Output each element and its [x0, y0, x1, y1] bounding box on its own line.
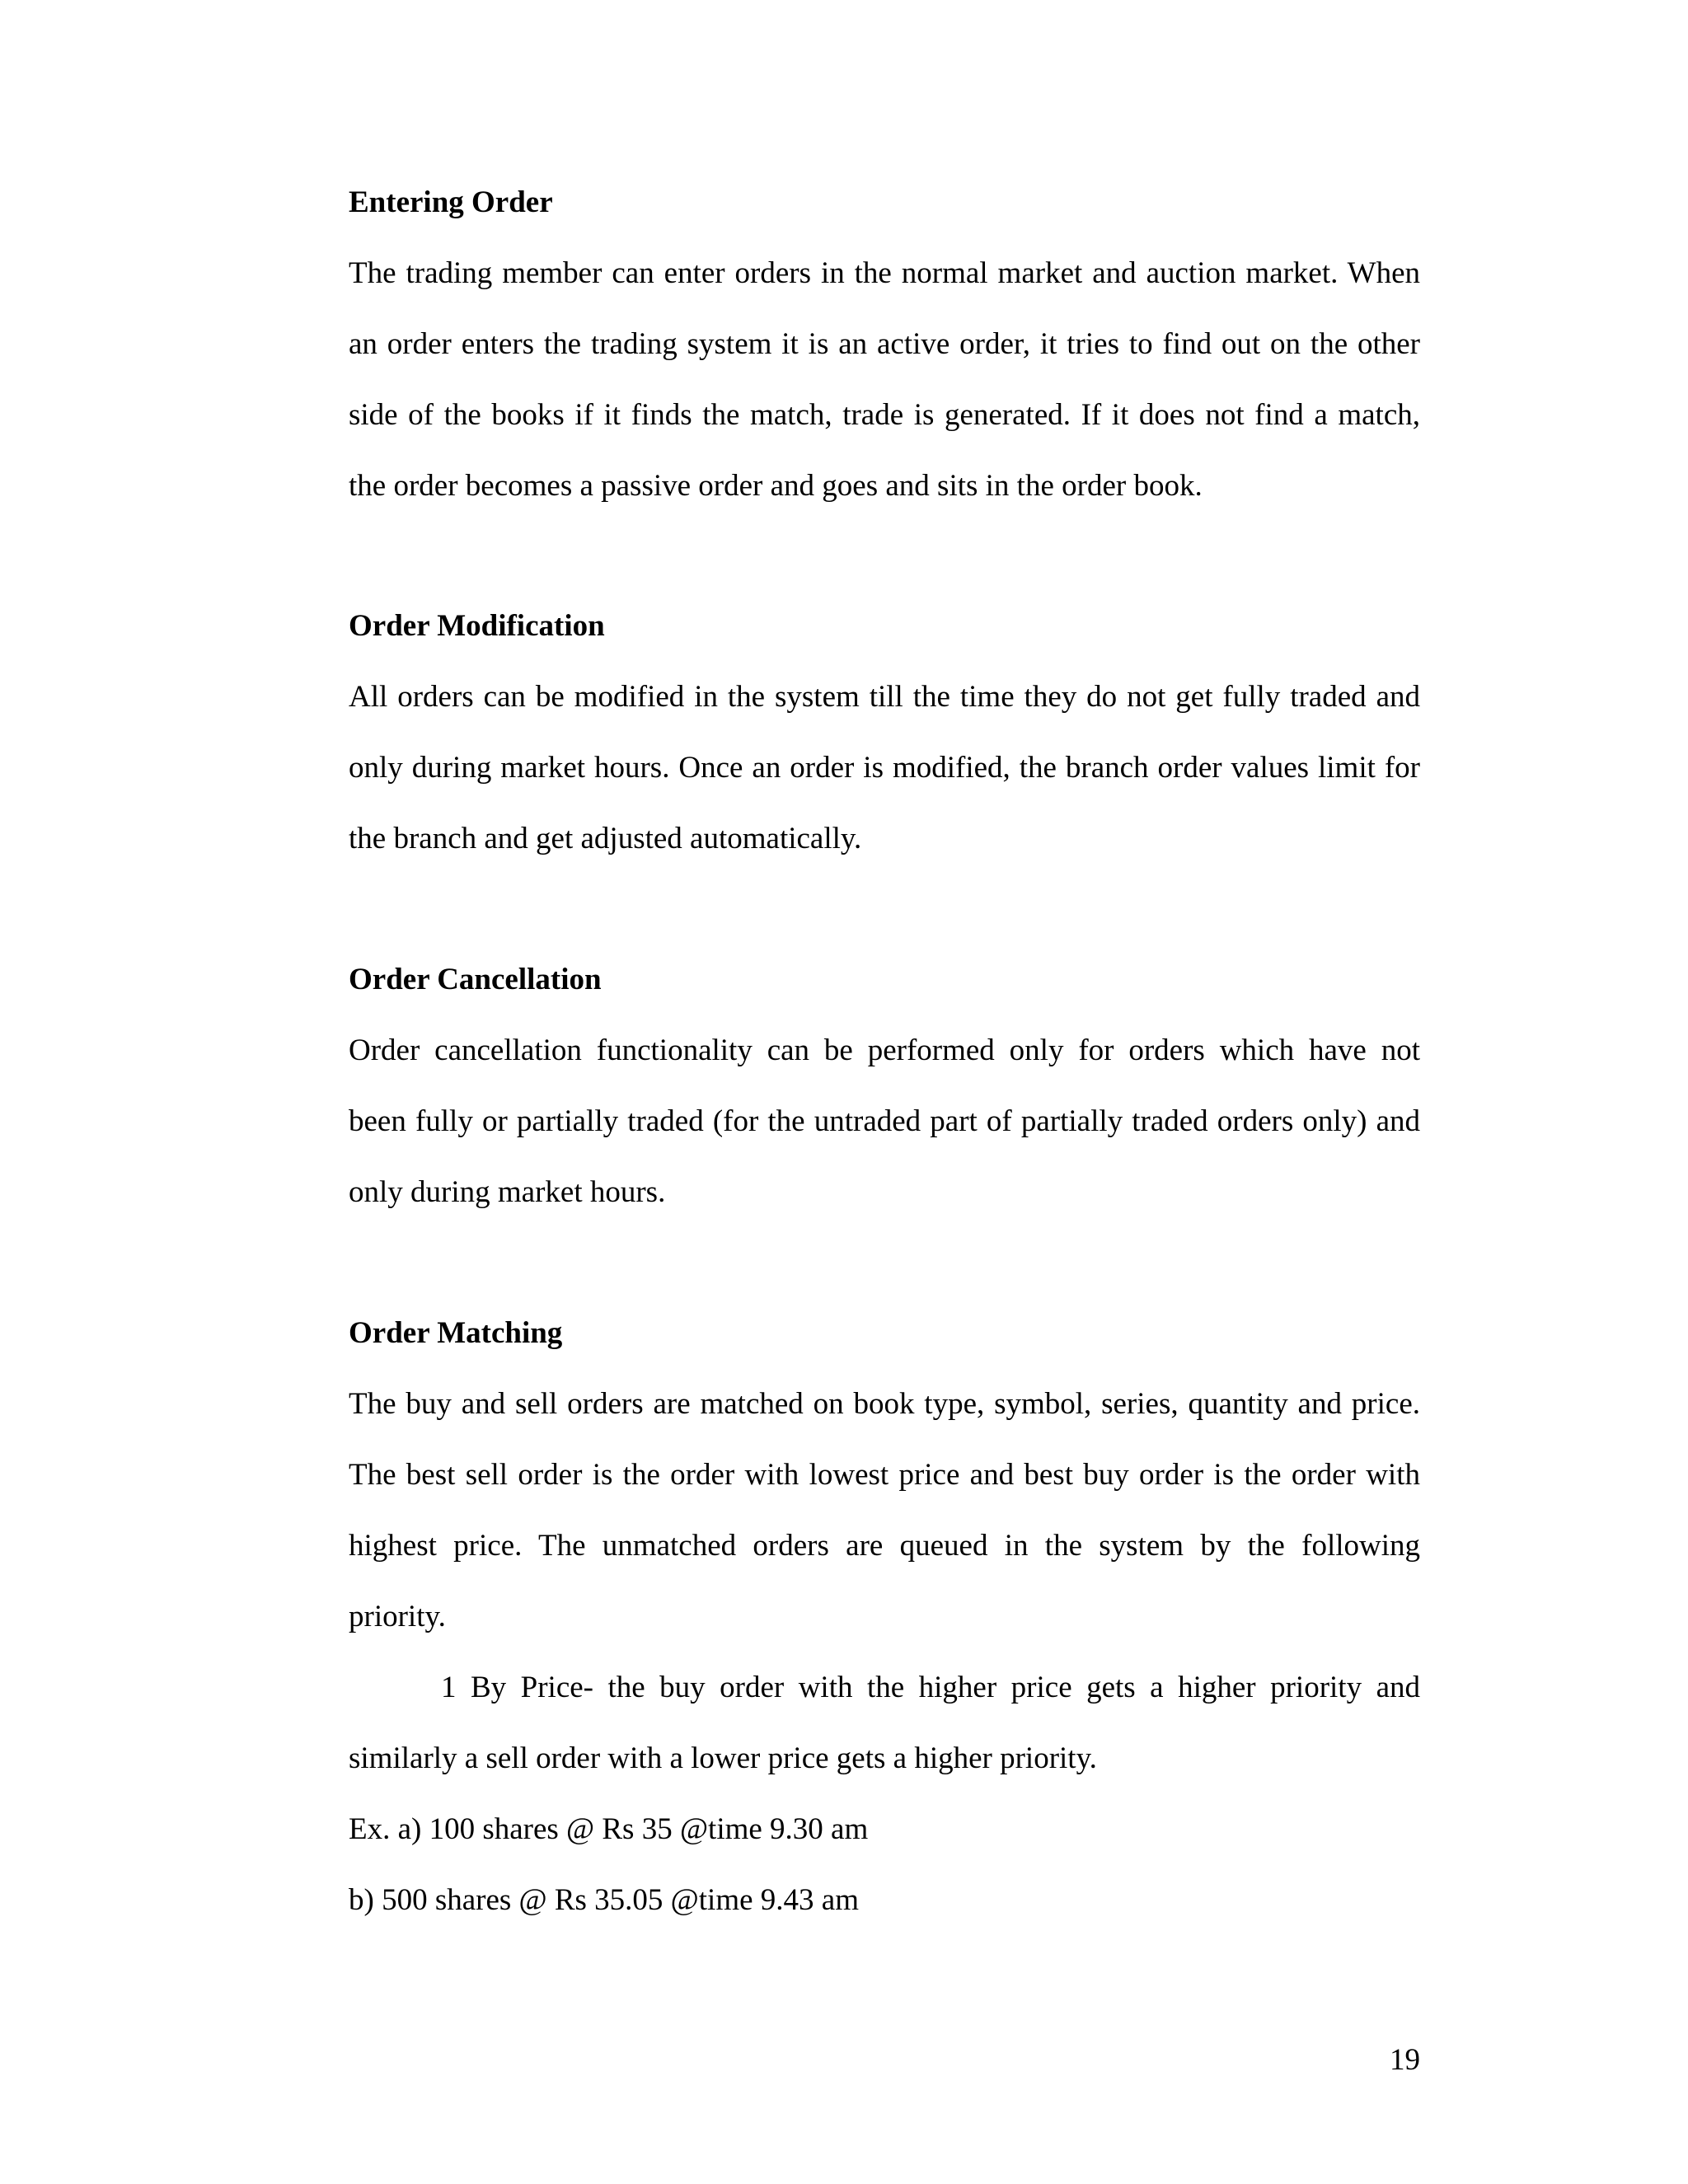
section-entering-order [349, 186, 1420, 522]
paragraph-line: only during market hours. Once an order is modified, the branch order values limit for [349, 751, 1420, 785]
paragraph-line: the order becomes a passive order and goes and sits in the order book. [349, 469, 1203, 503]
section-order-cancellation [349, 963, 1420, 1228]
section-heading: Order Cancellation [349, 963, 602, 996]
document-page [349, 0, 1420, 2184]
paragraph-line: All orders can be modified in the system till the time they do not get fully traded and [349, 680, 1420, 714]
example-line: Ex. a) 100 shares @ Rs 35 @time 9.30 am [349, 1812, 869, 1846]
section-paragraph [349, 1015, 1420, 1228]
paragraph-line: priority. [349, 1600, 446, 1633]
section-order-matching [349, 1317, 1420, 1936]
paragraph-line: an order enters the trading system it is an active order, it tries to find out on the other [349, 327, 1420, 361]
section-heading: Order Matching [349, 1316, 563, 1350]
paragraph-line: side of the books if it finds the match, trade is generated. If it does not find a match, [349, 398, 1420, 432]
paragraph-line: The buy and sell orders are matched on book type, symbol, series, quantity and price. [349, 1387, 1420, 1421]
paragraph-line: the branch and get adjusted automatically. [349, 822, 862, 855]
paragraph-line: only during market hours. [349, 1175, 666, 1209]
paragraph-line: The trading member can enter orders in the normal market and auction market. When [349, 256, 1420, 290]
section-order-modification [349, 610, 1420, 874]
priority-item: 1 By Price- the buy order with the higher price gets a higher priority and [441, 1671, 1420, 1704]
paragraph-line: Order cancellation functionality can be performed only for orders which have not [349, 1033, 1420, 1067]
section-paragraph [349, 238, 1420, 522]
paragraph-line: similarly a sell order with a lower price gets a higher priority. [349, 1741, 1097, 1775]
section-paragraph [349, 1369, 1420, 1936]
example-line: b) 500 shares @ Rs 35.05 @time 9.43 am [349, 1883, 859, 1917]
paragraph-line: The best sell order is the order with lowest price and best buy order is the order with [349, 1458, 1420, 1492]
section-heading: Entering Order [349, 185, 553, 219]
section-paragraph [349, 662, 1420, 874]
paragraph-line: highest price. The unmatched orders are queued in the system by the following [349, 1529, 1420, 1563]
page-number: 19 [1390, 2043, 1420, 2077]
section-heading: Order Modification [349, 609, 605, 643]
paragraph-line: been fully or partially traded (for the untraded part of partially traded orders only) and [349, 1104, 1420, 1138]
